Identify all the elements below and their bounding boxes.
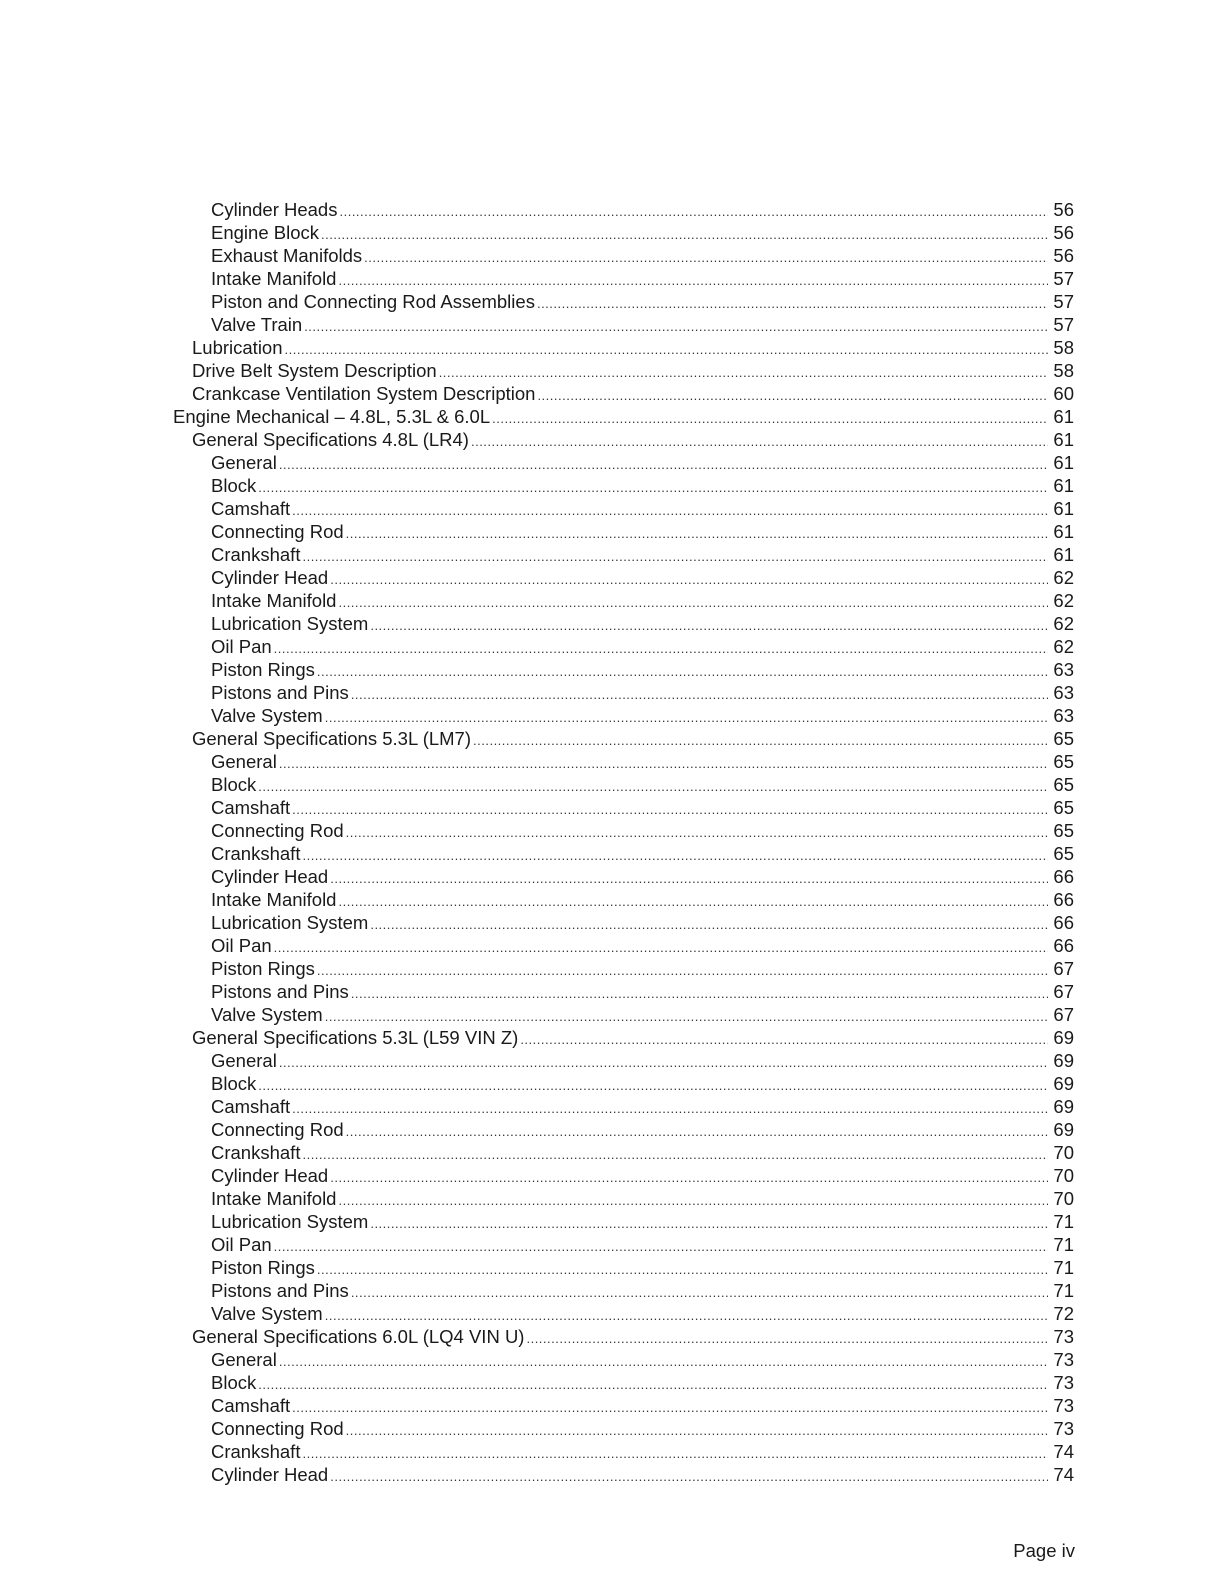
toc-entry-page: 70	[1053, 1165, 1074, 1186]
toc-entry-page: 62	[1053, 567, 1074, 588]
dot-leader	[351, 982, 1048, 1003]
toc-entry	[0, 497, 1224, 520]
toc-entry-title: Crankshaft	[211, 544, 301, 565]
toc-entry-page: 60	[1053, 383, 1074, 404]
dot-leader	[317, 959, 1048, 980]
toc-entry	[0, 1003, 1224, 1026]
toc-entry	[0, 727, 1224, 750]
dot-leader	[338, 269, 1048, 290]
toc-entry	[0, 865, 1224, 888]
toc-entry-title: Block	[211, 1073, 257, 1094]
toc-entry	[0, 313, 1224, 336]
toc-entry-page: 73	[1053, 1372, 1074, 1393]
toc-entry-title: Block	[211, 774, 257, 795]
toc-entry-page: 69	[1053, 1027, 1074, 1048]
toc-entry-page: 61	[1053, 452, 1074, 473]
dot-leader	[302, 844, 1048, 865]
dot-leader	[292, 1396, 1048, 1417]
toc-entry	[0, 888, 1224, 911]
toc-entry-page: 65	[1053, 820, 1074, 841]
toc-entry	[0, 1302, 1224, 1325]
toc-entry	[0, 267, 1224, 290]
toc-entry-page: 66	[1053, 912, 1074, 933]
toc-entry	[0, 635, 1224, 658]
toc-entry-title: Exhaust Manifolds	[211, 245, 363, 266]
toc-entry-title: Intake Manifold	[211, 590, 337, 611]
toc-entry-page: 66	[1053, 935, 1074, 956]
toc-entry-title: General	[211, 751, 277, 772]
dot-leader	[302, 1143, 1048, 1164]
dot-leader	[370, 1212, 1048, 1233]
toc-entry	[0, 520, 1224, 543]
toc-entry-title: Block	[211, 475, 257, 496]
dot-leader	[537, 384, 1048, 405]
toc-entry-title: General Specifications 5.3L (L59 VIN Z)	[192, 1027, 519, 1048]
toc-entry	[0, 1233, 1224, 1256]
toc-entry-page: 66	[1053, 889, 1074, 910]
toc-entry-page: 61	[1053, 475, 1074, 496]
toc-entry-page: 73	[1053, 1349, 1074, 1370]
toc-entry-title: Piston Rings	[211, 659, 315, 680]
toc-entry-page: 57	[1053, 268, 1074, 289]
dot-leader	[292, 499, 1048, 520]
toc-entry	[0, 221, 1224, 244]
toc-entry	[0, 1417, 1224, 1440]
dot-leader	[302, 545, 1048, 566]
toc-entry	[0, 1026, 1224, 1049]
toc-entry	[0, 842, 1224, 865]
toc-entry	[0, 612, 1224, 635]
toc-entry-page: 73	[1053, 1418, 1074, 1439]
toc-entry	[0, 382, 1224, 405]
toc-entry-title: Pistons and Pins	[211, 1280, 349, 1301]
dot-leader	[258, 476, 1048, 497]
toc-entry	[0, 451, 1224, 474]
toc-entry	[0, 819, 1224, 842]
toc-entry	[0, 934, 1224, 957]
dot-leader	[258, 1074, 1048, 1095]
toc-entry-page: 65	[1053, 728, 1074, 749]
toc-entry-page: 58	[1053, 337, 1074, 358]
dot-leader	[330, 1166, 1048, 1187]
toc-entry-title: General	[211, 1349, 277, 1370]
toc-entry-page: 65	[1053, 774, 1074, 795]
dot-leader	[285, 338, 1048, 359]
toc-entry-title: Valve Train	[211, 314, 303, 335]
dot-leader	[346, 522, 1048, 543]
dot-leader	[526, 1327, 1048, 1348]
toc-entry-title: General Specifications 6.0L (LQ4 VIN U)	[192, 1326, 525, 1347]
toc-entry-title: General	[211, 452, 277, 473]
toc-entry-page: 61	[1053, 521, 1074, 542]
toc-entry-page: 67	[1053, 981, 1074, 1002]
toc-entry	[0, 911, 1224, 934]
toc-entry-title: Intake Manifold	[211, 889, 337, 910]
toc-entry-title: Lubrication System	[211, 912, 369, 933]
toc-entry-page: 67	[1053, 1004, 1074, 1025]
toc-entry	[0, 405, 1224, 428]
toc-entry-title: Camshaft	[211, 498, 291, 519]
toc-entry-title: Cylinder Head	[211, 866, 329, 887]
toc-entry-title: General Specifications 4.8L (LR4)	[192, 429, 469, 450]
toc-entry-title: Intake Manifold	[211, 268, 337, 289]
toc-entry-page: 70	[1053, 1188, 1074, 1209]
table-of-contents	[0, 198, 1224, 1486]
toc-entry-title: Drive Belt System Description	[192, 360, 437, 381]
dot-leader	[492, 407, 1048, 428]
toc-entry-title: Connecting Rod	[211, 820, 344, 841]
toc-entry-title: Oil Pan	[211, 636, 272, 657]
toc-entry-title: Oil Pan	[211, 1234, 272, 1255]
toc-entry-title: Piston Rings	[211, 1257, 315, 1278]
toc-entry-page: 65	[1053, 843, 1074, 864]
toc-entry-page: 61	[1053, 406, 1074, 427]
toc-entry	[0, 796, 1224, 819]
page-number-footer: Page iv	[1013, 1540, 1075, 1561]
toc-entry-page: 65	[1053, 797, 1074, 818]
toc-entry	[0, 980, 1224, 1003]
toc-entry-title: Lubrication System	[211, 613, 369, 634]
toc-entry	[0, 1210, 1224, 1233]
toc-entry-page: 73	[1053, 1326, 1074, 1347]
toc-entry	[0, 359, 1224, 382]
toc-entry-page: 57	[1053, 314, 1074, 335]
toc-entry-title: Crankshaft	[211, 1142, 301, 1163]
toc-entry-page: 63	[1053, 705, 1074, 726]
dot-leader	[274, 936, 1048, 957]
toc-entry	[0, 658, 1224, 681]
toc-entry-title: Engine Mechanical – 4.8L, 5.3L & 6.0L	[173, 406, 491, 427]
dot-leader	[339, 200, 1048, 221]
toc-entry-page: 62	[1053, 613, 1074, 634]
toc-entry-page: 71	[1053, 1280, 1074, 1301]
dot-leader	[338, 591, 1048, 612]
dot-leader	[520, 1028, 1048, 1049]
toc-entry-page: 74	[1053, 1441, 1074, 1462]
toc-entry	[0, 1095, 1224, 1118]
toc-entry	[0, 474, 1224, 497]
toc-entry	[0, 1118, 1224, 1141]
toc-entry-title: Lubrication	[192, 337, 283, 358]
dot-leader	[279, 1051, 1048, 1072]
toc-entry-page: 69	[1053, 1073, 1074, 1094]
toc-entry-title: Pistons and Pins	[211, 682, 349, 703]
dot-leader	[317, 1258, 1048, 1279]
toc-entry-title: Oil Pan	[211, 935, 272, 956]
dot-leader	[351, 1281, 1048, 1302]
toc-entry-page: 72	[1053, 1303, 1074, 1324]
toc-entry	[0, 1279, 1224, 1302]
dot-leader	[279, 1350, 1048, 1371]
toc-entry-page: 61	[1053, 544, 1074, 565]
dot-leader	[258, 1373, 1048, 1394]
toc-entry-title: Intake Manifold	[211, 1188, 337, 1209]
toc-entry-title: General	[211, 1050, 277, 1071]
dot-leader	[471, 430, 1048, 451]
toc-entry-title: Valve System	[211, 1303, 323, 1324]
toc-entry-title: Connecting Rod	[211, 1119, 344, 1140]
toc-entry-page: 63	[1053, 659, 1074, 680]
toc-entry	[0, 773, 1224, 796]
toc-entry-page: 73	[1053, 1395, 1074, 1416]
toc-entry-title: Piston and Connecting Rod Assemblies	[211, 291, 535, 312]
toc-entry-page: 56	[1053, 245, 1074, 266]
dot-leader	[330, 568, 1048, 589]
toc-entry-page: 61	[1053, 498, 1074, 519]
toc-entry-page: 71	[1053, 1257, 1074, 1278]
toc-entry-page: 71	[1053, 1211, 1074, 1232]
toc-entry	[0, 1049, 1224, 1072]
toc-entry-page: 71	[1053, 1234, 1074, 1255]
toc-entry-title: Valve System	[211, 1004, 323, 1025]
toc-entry-title: Cylinder Head	[211, 567, 329, 588]
toc-entry-title: Cylinder Head	[211, 1165, 329, 1186]
toc-entry-title: Lubrication System	[211, 1211, 369, 1232]
dot-leader	[338, 1189, 1048, 1210]
toc-entry-page: 69	[1053, 1096, 1074, 1117]
toc-entry-page: 56	[1053, 222, 1074, 243]
toc-entry-page: 56	[1053, 199, 1074, 220]
toc-entry	[0, 1371, 1224, 1394]
toc-entry	[0, 1348, 1224, 1371]
toc-entry	[0, 957, 1224, 980]
toc-entry-page: 69	[1053, 1119, 1074, 1140]
toc-entry-title: Camshaft	[211, 1395, 291, 1416]
toc-entry	[0, 704, 1224, 727]
toc-entry-title: Connecting Rod	[211, 1418, 344, 1439]
dot-leader	[292, 798, 1048, 819]
dot-leader	[338, 890, 1048, 911]
dot-leader	[346, 821, 1048, 842]
toc-entry	[0, 543, 1224, 566]
toc-entry-title: Cylinder Head	[211, 1464, 329, 1485]
toc-entry	[0, 1463, 1224, 1486]
toc-entry-page: 70	[1053, 1142, 1074, 1163]
dot-leader	[292, 1097, 1048, 1118]
toc-entry-page: 62	[1053, 590, 1074, 611]
toc-entry-title: Cylinder Heads	[211, 199, 338, 220]
toc-entry	[0, 1141, 1224, 1164]
toc-entry-page: 67	[1053, 958, 1074, 979]
toc-entry-title: Engine Block	[211, 222, 319, 243]
toc-entry	[0, 1164, 1224, 1187]
toc-entry	[0, 428, 1224, 451]
dot-leader	[274, 1235, 1048, 1256]
toc-entry	[0, 336, 1224, 359]
dot-leader	[370, 614, 1048, 635]
dot-leader	[279, 453, 1048, 474]
toc-entry	[0, 290, 1224, 313]
dot-leader	[325, 1005, 1048, 1026]
toc-entry	[0, 244, 1224, 267]
toc-entry	[0, 566, 1224, 589]
dot-leader	[537, 292, 1048, 313]
toc-entry	[0, 1325, 1224, 1348]
dot-leader	[274, 637, 1048, 658]
toc-entry	[0, 750, 1224, 773]
toc-entry-page: 65	[1053, 751, 1074, 772]
dot-leader	[364, 246, 1048, 267]
dot-leader	[439, 361, 1048, 382]
toc-entry-title: Piston Rings	[211, 958, 315, 979]
dot-leader	[473, 729, 1048, 750]
toc-entry-title: Crankshaft	[211, 1441, 301, 1462]
dot-leader	[346, 1419, 1048, 1440]
dot-leader	[330, 1465, 1048, 1486]
toc-entry-page: 57	[1053, 291, 1074, 312]
dot-leader	[370, 913, 1048, 934]
toc-entry-page: 63	[1053, 682, 1074, 703]
dot-leader	[330, 867, 1048, 888]
toc-entry	[0, 198, 1224, 221]
toc-entry	[0, 1256, 1224, 1279]
toc-entry	[0, 681, 1224, 704]
toc-entry-title: Crankshaft	[211, 843, 301, 864]
dot-leader	[321, 223, 1048, 244]
dot-leader	[325, 706, 1048, 727]
dot-leader	[346, 1120, 1048, 1141]
toc-entry	[0, 1394, 1224, 1417]
toc-entry-title: General Specifications 5.3L (LM7)	[192, 728, 472, 749]
toc-entry	[0, 1440, 1224, 1463]
toc-entry	[0, 1187, 1224, 1210]
toc-entry-title: Camshaft	[211, 1096, 291, 1117]
dot-leader	[325, 1304, 1048, 1325]
toc-entry-title: Pistons and Pins	[211, 981, 349, 1002]
toc-entry-title: Camshaft	[211, 797, 291, 818]
toc-entry-title: Crankcase Ventilation System Description	[192, 383, 536, 404]
toc-entry-page: 61	[1053, 429, 1074, 450]
toc-entry-page: 74	[1053, 1464, 1074, 1485]
toc-entry-title: Valve System	[211, 705, 323, 726]
toc-entry-title: Connecting Rod	[211, 521, 344, 542]
dot-leader	[351, 683, 1048, 704]
dot-leader	[304, 315, 1048, 336]
toc-entry-page: 62	[1053, 636, 1074, 657]
toc-entry-page: 66	[1053, 866, 1074, 887]
dot-leader	[302, 1442, 1048, 1463]
toc-entry-page: 69	[1053, 1050, 1074, 1071]
dot-leader	[317, 660, 1048, 681]
toc-entry	[0, 589, 1224, 612]
dot-leader	[258, 775, 1048, 796]
dot-leader	[279, 752, 1048, 773]
toc-entry-page: 58	[1053, 360, 1074, 381]
toc-entry	[0, 1072, 1224, 1095]
toc-entry-title: Block	[211, 1372, 257, 1393]
